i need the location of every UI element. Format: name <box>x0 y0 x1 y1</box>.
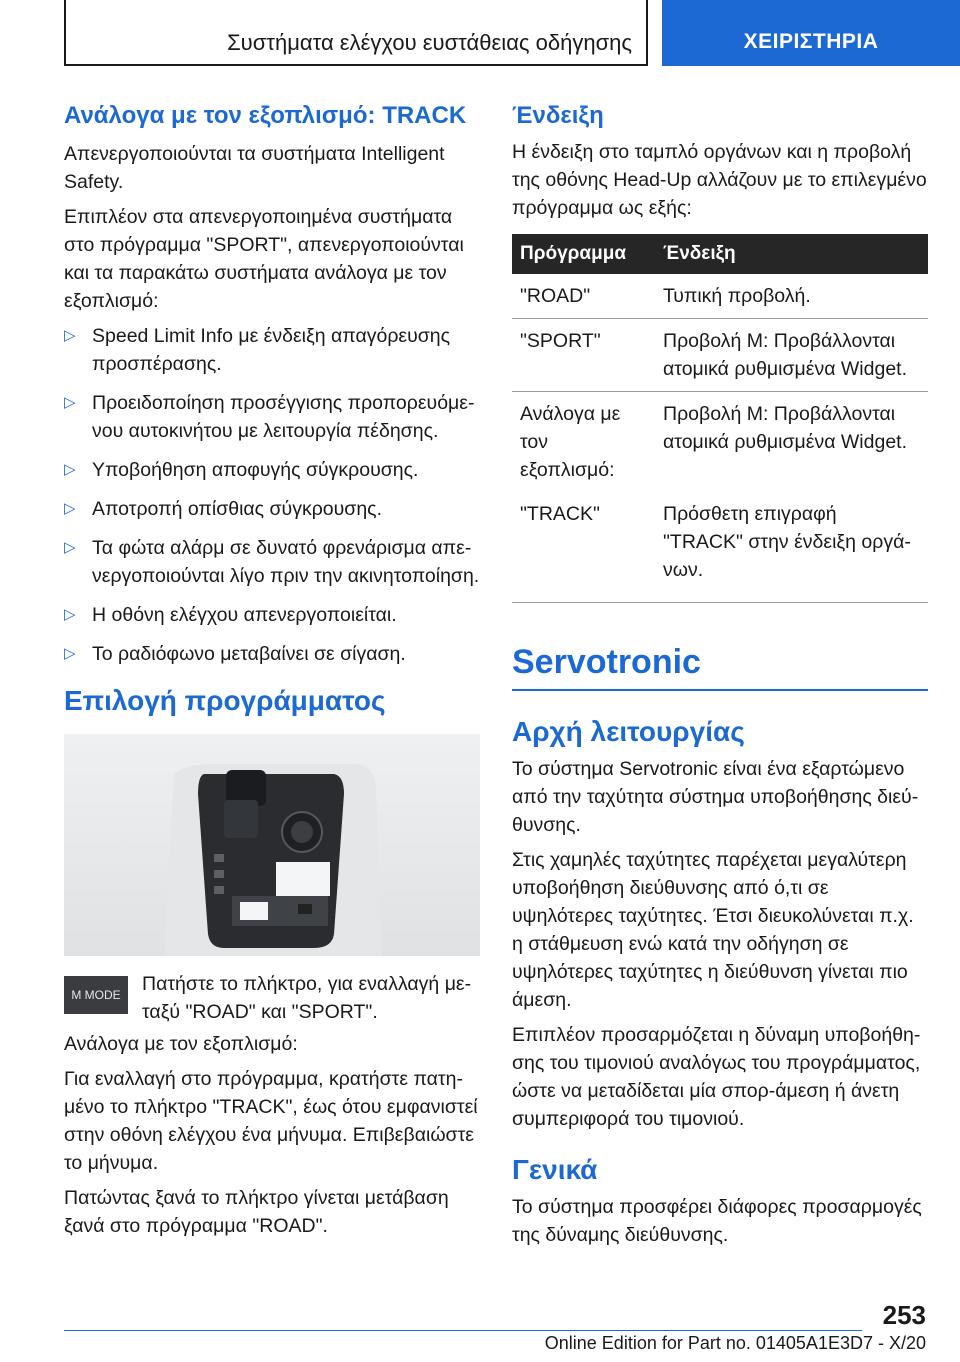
m-mode-button-icon: M MODE <box>64 976 128 1014</box>
section-title: Συστήματα ελέγχου ευστάθειας οδήγησης <box>227 30 632 55</box>
triangle-bullet-icon: ▷ <box>64 327 76 344</box>
header-section-box <box>64 0 648 66</box>
servotronic-title: Servotronic <box>512 643 701 681</box>
center-console-illustration <box>64 734 480 956</box>
table-cell: Προβολή M: Προβάλλονται ατομικά ρυθμισμένα Widget. <box>655 319 928 392</box>
left-column <box>64 100 480 1247</box>
table-cell: "TRACK" <box>512 492 655 603</box>
table-row <box>512 392 928 493</box>
list-item: ▷ Υποβοήθηση αποφυγής σύγκρουσης. <box>64 456 480 484</box>
table-cell: Τυπική προβολή. <box>655 274 928 319</box>
right-column <box>512 100 928 1256</box>
equipment-label: Ανάλογα με τον εξοπλισμό: <box>64 1033 298 1055</box>
column-header-display: Ένδειξη <box>655 234 928 274</box>
triangle-bullet-icon: ▷ <box>64 539 76 556</box>
table-cell: Προβολή M: Προβάλλονται ατομικά ρυθμισμένα Widget. <box>663 403 907 453</box>
table-cell: Ανάλογα με τον εξοπλισμό: <box>520 403 621 481</box>
triangle-bullet-icon: ▷ <box>64 500 76 517</box>
list-item: ▷ Speed Limit Info με ένδειξη απαγόρευσης προσπέρασης. <box>64 322 480 378</box>
page-number: 253 <box>882 1300 926 1330</box>
list-item: ▷ Αποτροπή οπίσθιας σύγκρουσης. <box>64 495 480 523</box>
column-header-program: Πρόγραμμα <box>512 234 655 274</box>
principle-paragraph-3: Επιπλέον προσαρμόζεται η δύναμη υποβοήθησης του τιμονιού αναλόγως του προγράμματος, ώστε να μεταδίδεται μία σπορ-άμεση ή άνετη συμπεριφορά του τιμονιού. <box>512 1024 921 1130</box>
chapter-tab[interactable] <box>662 0 960 66</box>
footer-rule <box>64 1330 862 1331</box>
display-heading: Ένδειξη <box>512 102 604 129</box>
principle-paragraph-1: Το σύστημα Servotronic είναι ένα εξαρτώμενο από την ταχύτητα σύστημα υποβοήθησης διεύθυνσης. <box>512 758 919 836</box>
table-row <box>512 492 928 603</box>
display-intro: Η ένδειξη στο ταμπλό οργάνων και η προβολή της οθόνης Head-Up αλλάζουν με το επιλεγμένο πρόγραμμα ως εξής: <box>512 141 927 219</box>
program-display-table <box>512 234 928 603</box>
mmode-instruction <box>64 970 480 1026</box>
triangle-bullet-icon: ▷ <box>64 606 76 623</box>
principle-paragraph-2: Στις χαμηλές ταχύτητες παρέχεται μεγαλύτερη υποβοήθηση διεύθυνσης από ό,τι σε υψηλότερες ταχύτητες. Έτσι διευκολύνεται π.χ. η στάθμευση ενώ κατά την οδήγηση σε υψηλότερες ταχύτητες η διεύθυνση γίνεται πιο άμεση. <box>512 849 914 1011</box>
principle-heading: Αρχή λειτουργίας <box>512 716 745 747</box>
triangle-bullet-icon: ▷ <box>64 461 76 478</box>
back-to-road-paragraph: Πατώντας ξανά το πλήκτρο γίνεται μετάβαση ξανά στο πρόγραμμα "ROAD". <box>64 1187 449 1237</box>
list-item: ▷ Το ραδιόφωνο μεταβαίνει σε σίγαση. <box>64 640 480 668</box>
program-selection-heading: Επιλογή προγράμματος <box>64 685 386 716</box>
edition-text: Online Edition for Part no. 01405A1E3D7 - X/20 <box>544 1333 926 1353</box>
table-cell: Πρόσθετη επιγραφή "TRACK" στην ένδειξη οργάνων. <box>655 492 928 603</box>
general-paragraph-1: Το σύστημα προσφέρει διάφορες προσαρμογές της δύναμης διεύθυνσης. <box>512 1196 922 1246</box>
track-paragraph-1: Απενεργοποιούνται τα συστήματα Intelligent Safety. <box>64 143 445 193</box>
list-item: ▷ Τα φώτα αλάρμ σε δυνατό φρενάρισμα απενεργοποιούνται λίγο πριν την ακινητοποίηση. <box>64 534 480 590</box>
table-row <box>512 319 928 392</box>
title-rule <box>512 689 928 691</box>
table-row <box>512 274 928 319</box>
track-switch-paragraph: Για εναλλαγή στο πρόγραμμα, κρατήστε πατημένο το πλήκτρο "TRACK", έως ότου εμφανιστεί στην οθόνη ελέγχου ένα μήνυμα. Επιβεβαιώστε το μήνυμα. <box>64 1068 478 1174</box>
page-header <box>0 0 960 66</box>
list-item: ▷ Προειδοποίηση προσέγγισης προπορευόμενου αυτοκινήτου με λειτουργία πέδησης. <box>64 389 480 445</box>
disabled-systems-list <box>64 322 480 668</box>
center-console-photo <box>64 734 480 956</box>
chapter-tab-label: ΧΕΙΡΙΣΤΗΡΙΑ <box>743 30 879 53</box>
triangle-bullet-icon: ▷ <box>64 394 76 411</box>
track-heading: Ανάλογα με τον εξοπλισμό: TRACK <box>64 102 467 129</box>
general-heading: Γενικά <box>512 1154 598 1185</box>
table-cell: "ROAD" <box>512 274 655 319</box>
list-item: ▷ Η οθόνη ελέγχου απενεργοποιείται. <box>64 601 480 629</box>
track-paragraph-2: Επιπλέον στα απενεργοποιημένα συστήματα στο πρόγραμμα "SPORT", απενεργοποιούνται και τα παρακάτω συστήματα ανάλογα με τον εξοπλισμό: <box>64 206 464 312</box>
mmode-text: Πατήστε το πλήκτρο, για εναλλαγή μεταξύ "ROAD" και "SPORT". <box>142 973 472 1023</box>
table-cell: "SPORT" <box>512 319 655 392</box>
triangle-bullet-icon: ▷ <box>64 645 76 662</box>
table-header-row <box>512 234 928 274</box>
